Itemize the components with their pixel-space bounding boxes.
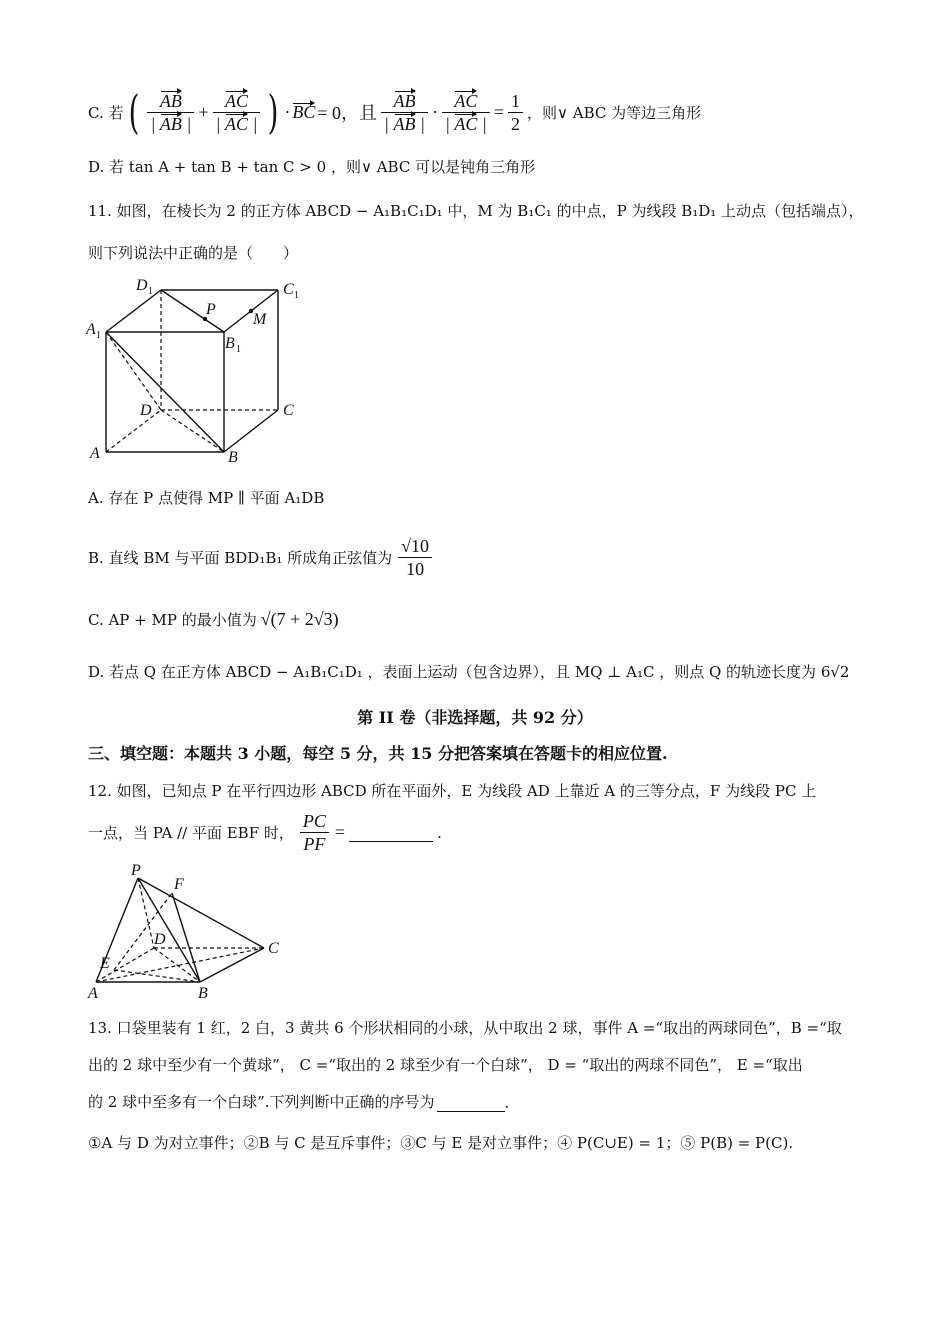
q12-line-2-pre: 一点，当 PA // 平面 EBF 时， [88,824,294,842]
hidden-segment-d-b [161,410,224,452]
q11-option-c-value: √(7 + 2√3) [260,609,339,629]
frac-one-half: $\frac{1}{2}$ [508,90,523,135]
frac-pc-over-pf: $\frac{PC}{PF}$ [300,810,329,855]
q12-period: . [437,823,442,842]
q10-option-c [88,86,701,138]
q11-option-c [88,609,339,630]
q13-line-3-text: 的 2 球中至多有一个白球”.下列判断中正确的序号为 [88,1093,435,1111]
svg-text:1: 1 [236,344,241,355]
q13-line-1: 13. 口袋里装有 1 红，2 白，3 黄共 6 个形状相同的小球，从中取出 2 球，事件 A =“取出的两球同色”，B =“取 [88,1019,842,1037]
edge-b-c [200,948,264,982]
q13-line-4: ①A 与 D 为对立事件；②B 与 C 是互斥事件；③C 与 E 是对立事件；④ P(C∪E) = 1；⑤ P(B) = P(C). [88,1134,794,1152]
label-p: P [206,301,216,318]
svg-text:1: 1 [96,330,101,341]
q11-option-b-text: B. 直线 BM 与平面 BDD₁B₁ 所成角正弦值为 [88,549,393,567]
q10-c-tail: ，则∨ ABC 为等边三角形 [527,103,702,122]
frac-ab-over-abs-ab-2: $\frac{AB}{| AB |}$ [381,90,428,135]
label-c: C [268,940,279,957]
frac-sqrt10-over-10: $\frac{√10}{10}$ [398,535,432,580]
plus-sign: + [198,101,209,122]
q12-line-2 [88,810,442,855]
label-f: F [174,876,184,893]
dot-operator: · [284,101,291,122]
label-a: A [90,445,100,462]
q10-option-d: D. 若 tan A + tan B + tan C > 0 ，则∨ ABC 可以是钝角三角形 [88,158,536,176]
q11-option-d: D. 若点 Q 在正方体 ABCD − A₁B₁C₁D₁ ，表面上运动（包含边界），且 MQ ⊥ A₁C ，则点 Q 的轨迹长度为 6√2 [88,663,850,681]
right-paren: ) [268,85,279,139]
hidden-segment-d-b [154,948,200,982]
edge-b-c [224,410,278,452]
label-c1: C [283,281,294,298]
hidden-edge-p-d [138,878,154,948]
q13-line-2: 出的 2 球中至少有一个黄球”， C =“取出的 2 球至少有一个白球”， D = “取出的两球不同色”， E =“取出 [88,1056,803,1074]
left-paren: ( [129,85,140,139]
q12-eq: = [334,822,346,842]
label-b: B [198,985,208,1002]
eq-sign: = [493,101,505,122]
q13-line-3-end: . [504,1094,510,1112]
q13-line-3 [88,1091,509,1112]
segment-f-b [172,893,200,982]
q11-stem-line-1: 11. 如图，在棱长为 2 的正方体 ABCD − A₁B₁C₁D₁ 中，M 为 B₁C₁ 的中点，P 为线段 B₁D₁ 上动点（包括端点）， [88,202,864,220]
hidden-segment-a-c [96,948,264,982]
svg-text:1: 1 [148,286,153,297]
label-b: B [228,449,238,466]
cube-figure [86,270,316,470]
hidden-segment-a1-d [106,332,161,410]
label-c: C [283,402,294,419]
edge-p-b [138,878,200,982]
label-d1: D [136,277,148,294]
dot-operator-2: · [431,101,438,122]
q11-option-a: A. 存在 P 点使得 MP ∥ 平面 A₁DB [88,489,325,507]
vector-bc: BC [292,101,316,122]
part2-title: 第 II 卷（非选择题，共 92 分） [357,708,593,727]
q12-answer-blank[interactable] [349,823,433,842]
label-p: P [131,862,141,879]
frac-ac-over-abs-ac-2: $\frac{AC}{| AC |}$ [442,90,490,135]
q10-c-label: C. 若 [88,103,124,122]
label-d: D [154,931,166,948]
q13-answer-blank[interactable] [437,1095,505,1112]
frac-ab-over-abs-ab: $\frac{AB}{| AB |}$ [147,90,194,135]
label-a1: A [86,321,96,338]
frac-ac-over-abs-ac: $\frac{AC}{| AC |}$ [213,90,261,135]
q10-c-eq0: = 0，且 [317,103,378,123]
label-a: A [88,985,98,1002]
svg-text:1: 1 [294,290,299,301]
hidden-edge-a-d [106,410,161,452]
segment-a1-b [106,332,224,452]
label-d: D [140,402,152,419]
section3-title: 三、填空题：本题共 3 小题，每空 5 分，共 15 分把答案填在答题卡的相应位置. [88,744,668,763]
q11-option-c-text: C. AP + MP 的最小值为 [88,611,257,629]
q11-option-b [88,535,434,580]
q12-line-1: 12. 如图，已知点 P 在平行四边形 ABCD 所在平面外，E 为线段 AD 上靠近 A 的三等分点，F 为线段 PC 上 [88,782,817,800]
label-b1: B [225,335,235,352]
q11-stem-line-2: 则下列说法中正确的是（ ） [88,244,299,262]
pyramid-figure [86,858,296,1003]
label-e: E [100,955,110,972]
label-m: M [253,311,267,328]
